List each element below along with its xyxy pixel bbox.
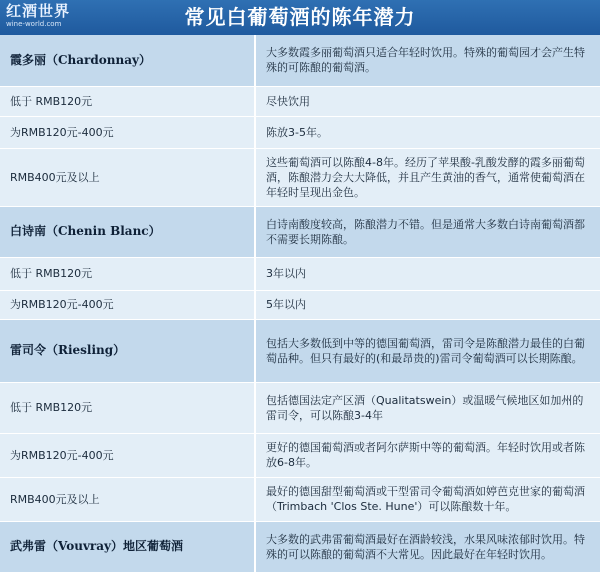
row-text: 这些葡萄酒可以陈酿4-8年。经历了苹果酸-乳酸发酵的霞多丽葡萄酒，陈酿潜力会大大降低，并且产生黄油的香气，通常使葡萄酒在年轻时呈现出金色。: [255, 148, 600, 206]
row-text: 最好的德国甜型葡萄酒或干型雷司令葡萄酒如婷芭克世家的葡萄酒（Trimbach 'Clos Ste. Hune'）可以陈酿数十年。: [255, 477, 600, 521]
table-row: [0, 86, 600, 116]
row-label: 为RMB120元-400元: [0, 116, 255, 148]
row-text: 大多数的武弗雷葡萄酒最好在酒龄较浅，水果风味浓郁时饮用。特殊的可以陈酿的葡萄酒不大常见。因此最好在年轻时饮用。: [255, 521, 600, 572]
table-row: [0, 319, 600, 382]
aging-table: [0, 35, 600, 573]
table-row: [0, 521, 600, 572]
row-label: 雷司令（Riesling）: [0, 319, 255, 382]
row-text: 白诗南酸度较高，陈酿潜力不错。但是通常大多数白诗南葡萄酒都不需要长期陈酿。: [255, 206, 600, 257]
row-text: 3年以内: [255, 257, 600, 290]
row-label: 低于 RMB120元: [0, 382, 255, 433]
row-text: 大多数霞多丽葡萄酒只适合年轻时饮用。特殊的葡萄园才会产生特殊的可陈酿的葡萄酒。: [255, 35, 600, 86]
row-label: RMB400元及以上: [0, 477, 255, 521]
page-title: 常见白葡萄酒的陈年潜力: [184, 5, 416, 29]
row-text: 更好的德国葡萄酒或者阿尔萨斯中等的葡萄酒。年轻时饮用或者陈放6-8年。: [255, 433, 600, 477]
row-label: 霞多丽（Chardonnay）: [0, 35, 255, 86]
table-row: [0, 257, 600, 290]
row-text: 陈放3-5年。: [255, 116, 600, 148]
row-text: 尽快饮用: [255, 86, 600, 116]
row-label: 低于 RMB120元: [0, 86, 255, 116]
row-label: RMB400元及以上: [0, 148, 255, 206]
logo-text: 红酒世界: [6, 2, 71, 20]
row-label: 低于 RMB120元: [0, 257, 255, 290]
row-label: 白诗南（Chenin Blanc）: [0, 206, 255, 257]
table-row: [0, 206, 600, 257]
row-label: 为RMB120元-400元: [0, 433, 255, 477]
row-label: 武弗雷（Vouvray）地区葡萄酒: [0, 521, 255, 572]
table-row: [0, 382, 600, 433]
table-row: [0, 433, 600, 477]
table-row: [0, 290, 600, 319]
row-text: 包括大多数低到中等的德国葡萄酒，雷司令是陈酿潜力最佳的白葡萄品种。但只有最好的(和最昂贵的)雷司令葡萄酒可以长期陈酿。: [255, 319, 600, 382]
table-row: [0, 148, 600, 206]
row-label: 为RMB120元-400元: [0, 290, 255, 319]
logo-url: wine-world.com: [6, 20, 62, 28]
row-text: 5年以内: [255, 290, 600, 319]
row-text: 包括德国法定产区酒（Qualitatswein）或温暖气候地区如加州的雷司令，可以陈酿3-4年: [255, 382, 600, 433]
table-row: [0, 477, 600, 521]
table-row: [0, 116, 600, 148]
header-banner: [0, 0, 600, 35]
table-row: [0, 35, 600, 86]
